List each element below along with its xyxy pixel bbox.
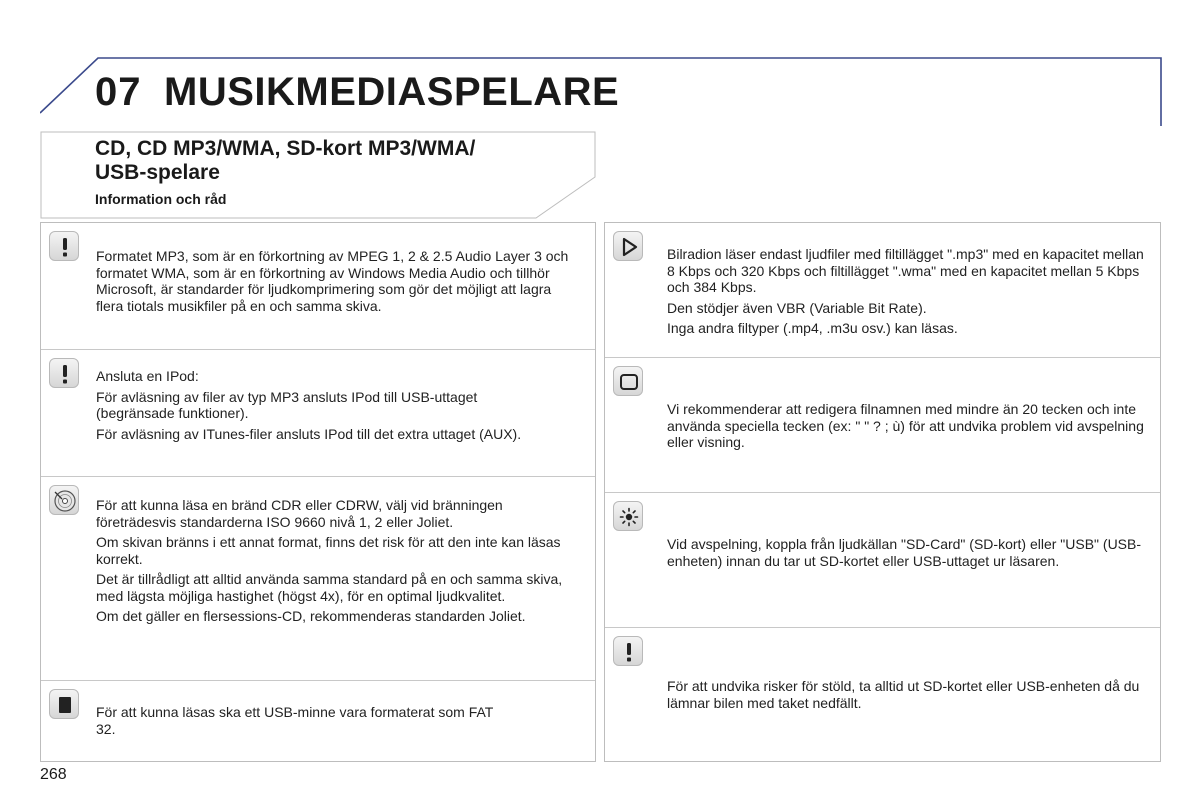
note-burned-cd (41, 477, 595, 681)
note-text (96, 497, 576, 629)
left-notes-column (40, 222, 596, 762)
exclamation-icon (49, 358, 79, 388)
screen-icon (613, 366, 643, 396)
usb-stick-icon (49, 689, 79, 719)
tip-icon (613, 501, 643, 531)
page-number: 268 (40, 766, 67, 783)
note-ipod (41, 350, 595, 477)
note-text (96, 704, 506, 741)
note-paragraph: För att undvika risker för stöld, ta alltid ut SD-kortet eller USB-enheten då du lämnar bilen med taket nedfällt. (667, 678, 1140, 711)
note-text (667, 678, 1152, 715)
note-paragraph: Om det gäller en flersessions-CD, rekommenderas standarden Joliet. (96, 608, 526, 624)
right-notes-column (604, 222, 1161, 762)
note-paragraph: Ansluta en IPod: (96, 368, 199, 384)
note-text (667, 536, 1152, 573)
note-text (667, 401, 1152, 455)
note-theft-risk (605, 628, 1160, 761)
chapter-number: 07 (95, 70, 142, 114)
disc-icon (49, 485, 79, 515)
note-text (96, 248, 581, 318)
note-paragraph: För att kunna läsas ska ett USB-minne vara formaterat som FAT 32. (96, 704, 494, 737)
note-paragraph: Vi rekommenderar att redigera filnamnen med mindre än 20 tecken och inte använda speciella tecken (ex: " " ? ; ù) för att undvika problem vid avspelning eller visning. (667, 401, 1144, 450)
note-paragraph: Vid avspelning, koppla från ljudkällan "SD-Card" (SD-kort) eller "USB" (USB-enheten) innan du tar ut SD-kortet eller USB-uttaget ur läsaren. (667, 536, 1142, 569)
note-file-types (605, 223, 1160, 358)
exclamation-icon (49, 231, 79, 261)
note-paragraph: Inga andra filtyper (.mp4, .m3u osv.) kan läsas. (667, 320, 958, 336)
section-title-line1: CD, CD MP3/WMA, SD-kort MP3/WMA/ (95, 137, 476, 160)
note-disconnect-source (605, 493, 1160, 628)
play-icon (613, 231, 643, 261)
note-usb-format (41, 681, 595, 761)
note-paragraph: Den stödjer även VBR (Variable Bit Rate). (667, 299, 927, 316)
exclamation-icon (613, 636, 643, 666)
chapter-title: MUSIKMEDIASPELARE (164, 70, 620, 114)
section-title-line2: USB-spelare (95, 161, 220, 184)
note-paragraph: För att kunna läsa en bränd CDR eller CDRW, välj vid bränningen företrädesvis standarderna ISO 9660 nivå 1, 2 eller Joliet. (96, 497, 503, 530)
note-file-names (605, 358, 1160, 493)
note-paragraph: Formatet MP3, som är en förkortning av MPEG 1, 2 & 2.5 Audio Layer 3 och formatet WMA, som är en förkortning av Windows Media Audio och tillhör Microsoft, är standarder för ljudkomprimering som gör det möjligt att lagra flera tiotals musikfiler på en och samma skiva. (96, 248, 569, 314)
section-title (95, 137, 565, 185)
note-paragraph: För avläsning av ITunes-filer ansluts IPod till det extra uttaget (AUX). (96, 425, 522, 442)
note-paragraph: Bilradion läser endast ljudfiler med filtillägget ".mp3" med en kapacitet mellan 8 Kbps och 320 Kbps och filtillägget ".wma" med en kapacitet mellan 5 Kbps och 384 Kbps. (667, 246, 1144, 295)
note-text (96, 368, 546, 446)
note-paragraph: Det är tillrådligt att alltid använda samma standard på en och samma skiva, med lägsta möjliga hastighet (högst 4x), för en optimal ljudkvalitet. (96, 571, 563, 604)
section-subtitle: Information och råd (95, 191, 227, 207)
note-paragraph: Om skivan bränns i ett annat format, finns det risk för att den inte kan läsas korrekt. (96, 534, 561, 567)
note-paragraph: För avläsning av filer av typ MP3 ansluts IPod till USB-uttaget (begränsade funktioner). (96, 388, 478, 421)
note-mp3-wma-format (41, 223, 595, 350)
note-text (667, 246, 1152, 341)
